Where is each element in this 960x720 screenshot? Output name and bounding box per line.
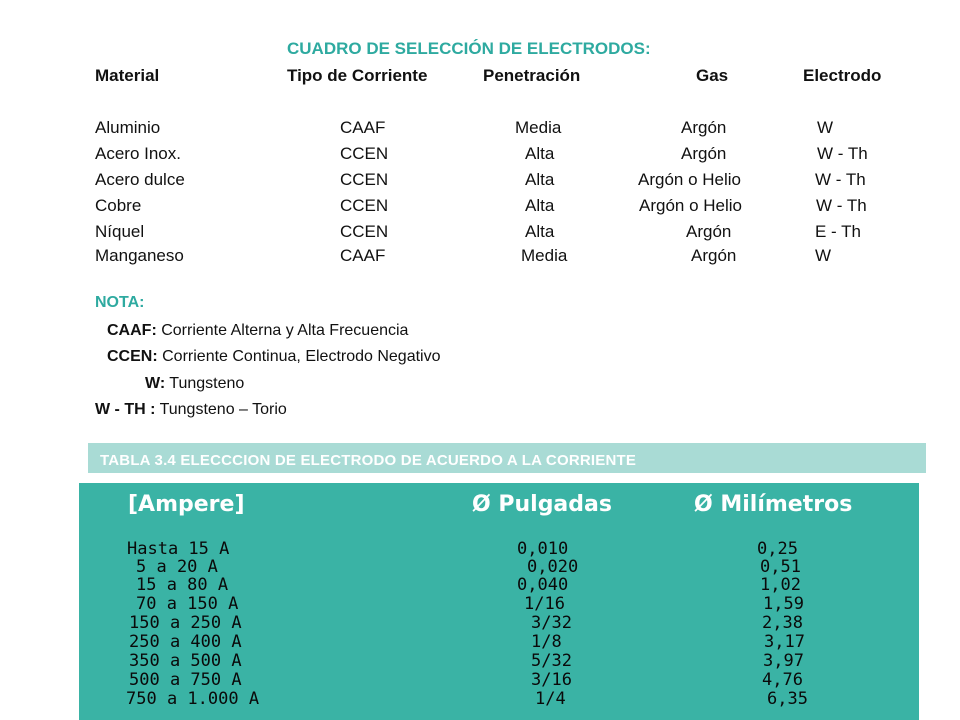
cell-ampere: Hasta 15 A bbox=[127, 539, 230, 559]
cell-ampere: 5 a 20 A bbox=[136, 557, 218, 577]
cell-corriente: CCEN bbox=[340, 170, 389, 189]
cell-ampere: 350 a 500 A bbox=[129, 651, 242, 671]
cell-gas: Argón bbox=[686, 222, 732, 241]
cell-penetracion: Alta bbox=[525, 196, 555, 215]
cell-electrodo: E - Th bbox=[815, 222, 861, 241]
cell-corriente: CCEN bbox=[340, 196, 389, 215]
cell-milimetros: 0,51 bbox=[760, 557, 801, 577]
header-tipo-corriente: Tipo de Corriente bbox=[287, 66, 428, 85]
cell-corriente: CCEN bbox=[340, 144, 389, 163]
cell-material: Acero dulce bbox=[95, 170, 185, 189]
cell-ampere: 750 a 1.000 A bbox=[126, 689, 260, 709]
page-title: CUADRO DE SELECCIÓN DE ELECTRODOS: bbox=[287, 39, 651, 58]
cell-ampere: 500 a 750 A bbox=[129, 670, 242, 690]
nota-item bbox=[145, 375, 244, 393]
cell-milimetros: 0,25 bbox=[757, 539, 798, 559]
cell-pulgadas: 0,010 bbox=[517, 539, 569, 559]
table-row bbox=[0, 671, 960, 690]
cell-corriente: CCEN bbox=[340, 222, 389, 241]
cell-material: Manganeso bbox=[95, 246, 184, 265]
cell-pulgadas: 1/4 bbox=[535, 689, 566, 709]
table-row bbox=[0, 614, 960, 633]
cell-gas: Argón bbox=[681, 118, 727, 137]
cell-material: Cobre bbox=[95, 196, 142, 215]
cell-pulgadas: 5/32 bbox=[531, 651, 572, 671]
cell-pulgadas: 1/16 bbox=[524, 594, 565, 614]
nota-term: W - TH : bbox=[95, 401, 156, 418]
cell-pulgadas: 1/8 bbox=[531, 632, 562, 652]
cell-milimetros: 4,76 bbox=[762, 670, 803, 690]
header-penetracion: Penetración bbox=[483, 66, 581, 85]
nota-def: Corriente Alterna y Alta Frecuencia bbox=[161, 322, 409, 339]
cell-ampere: 70 a 150 A bbox=[136, 594, 239, 614]
cell-penetracion: Alta bbox=[525, 222, 555, 241]
nota-item bbox=[95, 401, 287, 419]
cell-milimetros: 3,97 bbox=[763, 651, 804, 671]
cell-electrodo: W - Th bbox=[817, 144, 868, 163]
cell-ampere: 250 a 400 A bbox=[129, 632, 242, 652]
cell-milimetros: 6,35 bbox=[767, 689, 808, 709]
cell-pulgadas: 0,020 bbox=[527, 557, 579, 577]
table-row bbox=[0, 652, 960, 671]
cell-pulgadas: 0,040 bbox=[517, 575, 569, 595]
cell-material: Níquel bbox=[95, 222, 145, 241]
cell-electrodo: W - Th bbox=[815, 170, 866, 189]
nota-def: Tungsteno bbox=[169, 375, 245, 392]
nota-label: NOTA: bbox=[95, 294, 145, 311]
header-milimetros: Ø Milímetros bbox=[694, 492, 853, 517]
table-row bbox=[0, 633, 960, 652]
cell-ampere: 15 a 80 A bbox=[136, 575, 229, 595]
table-row bbox=[0, 576, 960, 595]
table-caption: TABLA 3.4 ELECCCION DE ELECTRODO DE ACUERDO A LA CORRIENTE bbox=[100, 452, 637, 469]
cell-milimetros: 1,59 bbox=[763, 594, 804, 614]
header-ampere: [Ampere] bbox=[128, 492, 245, 517]
cell-milimetros: 1,02 bbox=[760, 575, 801, 595]
cell-gas: Argón o Helio bbox=[638, 170, 742, 189]
cell-gas: Argón bbox=[691, 246, 737, 265]
table-row bbox=[0, 595, 960, 614]
cell-penetracion: Alta bbox=[525, 170, 555, 189]
nota-def: Tungsteno – Torio bbox=[159, 401, 287, 418]
header-material: Material bbox=[95, 66, 160, 85]
cell-penetracion: Alta bbox=[525, 144, 555, 163]
nota-term: CCEN: bbox=[107, 348, 158, 365]
cell-gas: Argón o Helio bbox=[639, 196, 743, 215]
cell-electrodo: W bbox=[815, 246, 832, 265]
cell-milimetros: 2,38 bbox=[762, 613, 803, 633]
cell-penetracion: Media bbox=[515, 118, 562, 137]
nota-item bbox=[107, 348, 441, 366]
cell-gas: Argón bbox=[681, 144, 727, 163]
header-gas: Gas bbox=[696, 66, 729, 85]
cell-material: Aluminio bbox=[95, 118, 161, 137]
cell-ampere: 150 a 250 A bbox=[129, 613, 242, 633]
cell-material: Acero Inox. bbox=[95, 144, 181, 163]
cell-corriente: CAAF bbox=[340, 118, 386, 137]
cell-electrodo: W - Th bbox=[816, 196, 867, 215]
nota-def: Corriente Continua, Electrodo Negativo bbox=[162, 348, 441, 365]
cell-pulgadas: 3/16 bbox=[531, 670, 572, 690]
cell-penetracion: Media bbox=[521, 246, 568, 265]
cell-corriente: CAAF bbox=[340, 246, 386, 265]
header-electrodo: Electrodo bbox=[803, 66, 882, 85]
nota-term: W: bbox=[145, 375, 166, 392]
cell-pulgadas: 3/32 bbox=[531, 613, 572, 633]
cell-milimetros: 3,17 bbox=[764, 632, 805, 652]
table-row bbox=[0, 690, 960, 709]
nota-item bbox=[107, 322, 408, 340]
nota-term: CAAF: bbox=[107, 322, 157, 339]
header-pulgadas: Ø Pulgadas bbox=[472, 492, 612, 517]
cell-electrodo: W bbox=[817, 118, 834, 137]
